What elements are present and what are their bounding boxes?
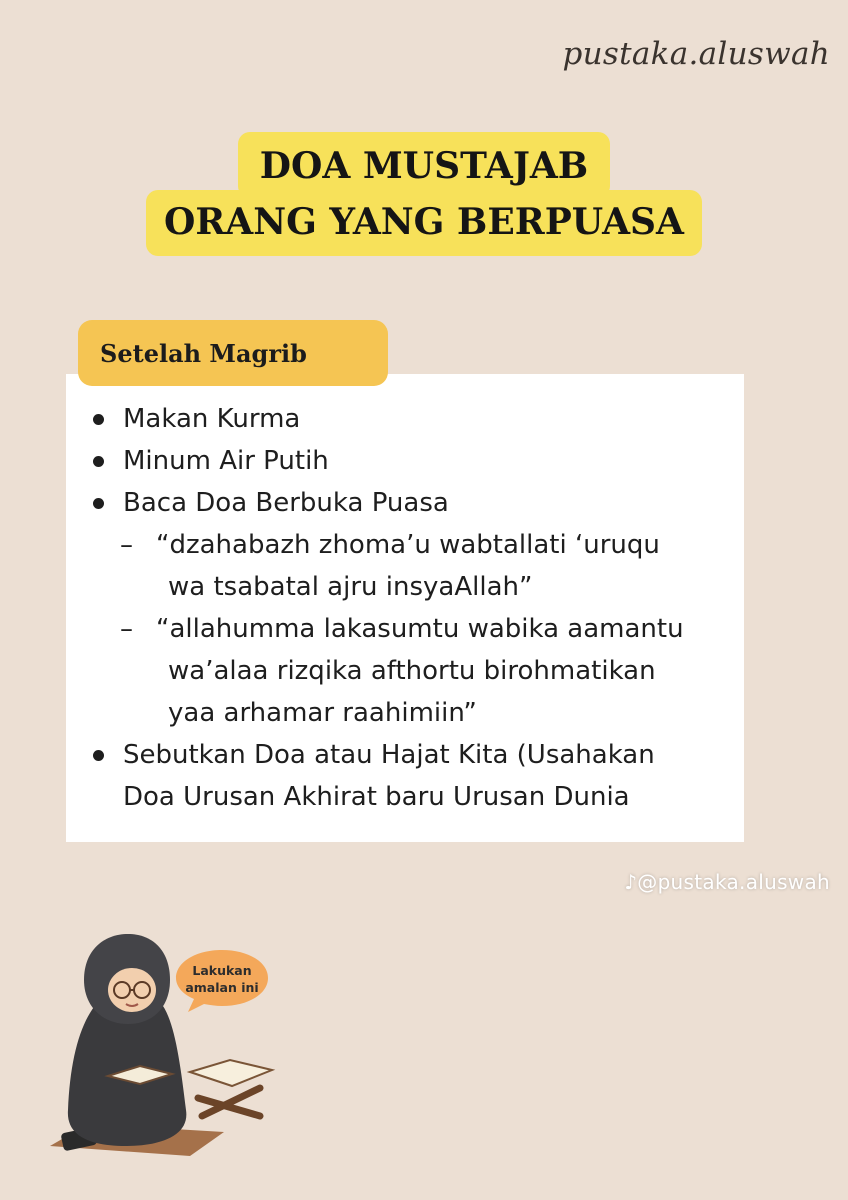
speech-bubble-line-1: Lakukan: [192, 963, 252, 978]
sub-item-line: wa tsabatal ajru insyaAllah”: [168, 572, 533, 602]
list-item: [88, 440, 728, 482]
bullet-icon: [93, 498, 104, 509]
sub-item: [88, 524, 728, 608]
sub-item-line: yaa arhamar raahimiin”: [168, 698, 477, 728]
title-line-1: DOA MUSTAJAB: [238, 132, 610, 198]
dash-icon: –: [120, 530, 133, 560]
page-title: [0, 132, 848, 256]
tiktok-icon: ♪: [624, 870, 638, 894]
section-tab: Setelah Magrib: [78, 320, 388, 386]
sub-item: [88, 608, 728, 734]
speech-bubble-line-2: amalan ini: [185, 980, 259, 995]
title-line-2: ORANG YANG BERPUASA: [146, 190, 702, 256]
quran-icon: [190, 1060, 272, 1086]
list-item: [88, 398, 728, 440]
dash-icon: –: [120, 614, 133, 644]
sub-item-line: wa’alaa rizqika afthortu birohmatikan: [168, 656, 656, 686]
list-item-text: Sebutkan Doa atau Hajat Kita (Usahakan: [123, 740, 655, 770]
sub-item-line: “allahumma lakasumtu wabika aamantu: [156, 614, 684, 644]
tiktok-handle: @pustaka.aluswah: [637, 870, 830, 894]
list-item-text: Baca Doa Berbuka Puasa: [123, 488, 449, 518]
list-item-text: Makan Kurma: [123, 404, 301, 434]
sub-item-line: “dzahabazh zhoma’u wabtallati ‘uruqu: [156, 530, 660, 560]
list-item: [88, 734, 728, 818]
brand-logo-text: pustaka.aluswah: [562, 36, 830, 72]
tiktok-watermark: [624, 870, 830, 894]
bullet-icon: [93, 414, 104, 425]
amalan-list: [88, 398, 728, 818]
speech-bubble-text: [174, 962, 270, 996]
bullet-icon: [93, 750, 104, 761]
bullet-icon: [93, 456, 104, 467]
list-item-text: Doa Urusan Akhirat baru Urusan Dunia: [123, 782, 630, 812]
list-item: [88, 482, 728, 524]
list-item-text: Minum Air Putih: [123, 446, 329, 476]
